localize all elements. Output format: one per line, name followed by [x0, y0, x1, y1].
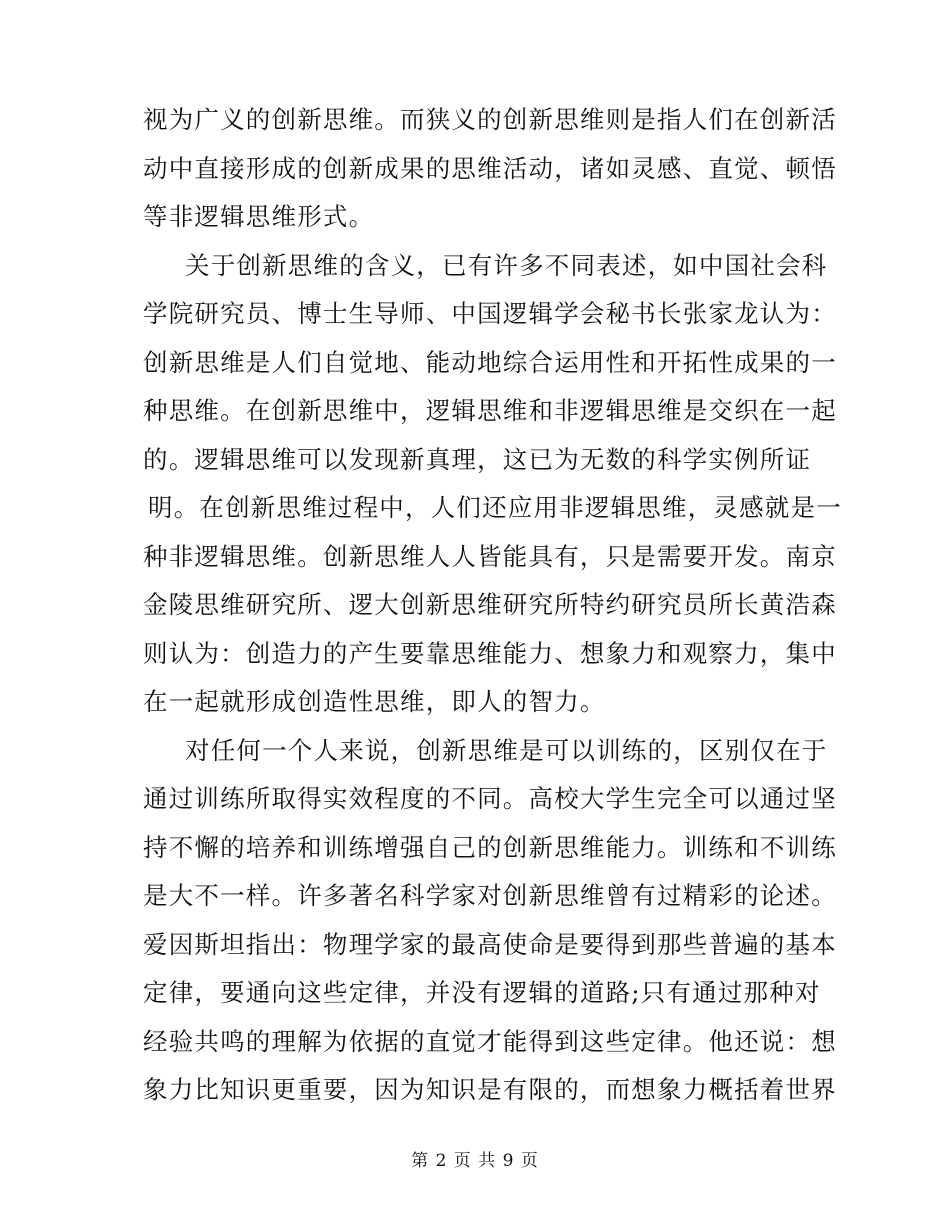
paragraph-start-line: 对任何一个人来说，创新思维是可以训练的，区别仅在于 — [185, 736, 828, 765]
text-line: 学院研究员、博士生导师、中国逻辑学会秘书长张家龙认为： — [143, 299, 837, 328]
text-line: 持不懈的培养和训练增强自己的创新思维能力。训练和不训练 — [143, 833, 837, 862]
text-line: 经验共鸣的理解为依据的直觉才能得到这些定律。他还说：想 — [143, 1027, 837, 1056]
text-line: 视为广义的创新思维。而狭义的创新思维则是指人们在创新活 — [143, 105, 837, 134]
text-line: 在一起就形成创造性思维，即人的智力。 — [143, 687, 606, 716]
text-line: 通过训练所取得实效程度的不同。高校大学生完全可以通过坚 — [143, 784, 837, 813]
text-line: 金陵思维研究所、逻大创新思维研究所特约研究员所长黄浩森 — [143, 590, 837, 619]
text-line: 的。逻辑思维可以发现新真理，这已为无数的科学实例所证 — [143, 445, 812, 474]
page-number-footer: 第 2 页 共 9 页 — [411, 1151, 539, 1171]
text-line: 爱因斯坦指出：物理学家的最高使命是要得到那些普遍的基本 — [143, 930, 837, 959]
text-line: 是大不一样。许多著名科学家对创新思维曾有过精彩的论述。 — [143, 881, 837, 910]
text-line: 创新思维是人们自觉地、能动地综合运用性和开拓性成果的一 — [143, 348, 837, 377]
text-line: 动中直接形成的创新成果的思维活动，诸如灵感、直觉、顿悟 — [143, 154, 837, 183]
paragraph-start-line: 关于创新思维的含义，已有许多不同表述，如中国社会科 — [185, 251, 828, 280]
text-line: 象力比知识更重要，因为知识是有限的，而想象力概括着世界 — [143, 1075, 837, 1104]
text-line: 种非逻辑思维。创新思维人人皆能具有，只是需要开发。南京 — [143, 542, 837, 571]
text-line: 定律，要通向这些定律，并没有逻辑的道路;只有通过那种对 — [143, 978, 821, 1007]
text-line: 种思维。在创新思维中，逻辑思维和非逻辑思维是交织在一起 — [143, 396, 837, 425]
text-line: 则认为：创造力的产生要靠思维能力、想象力和观察力，集中 — [143, 639, 837, 668]
text-line: 等非逻辑思维形式。 — [143, 202, 375, 231]
text-line: 明。在创新思维过程中，人们还应用非逻辑思维，灵感就是一 — [148, 493, 842, 522]
